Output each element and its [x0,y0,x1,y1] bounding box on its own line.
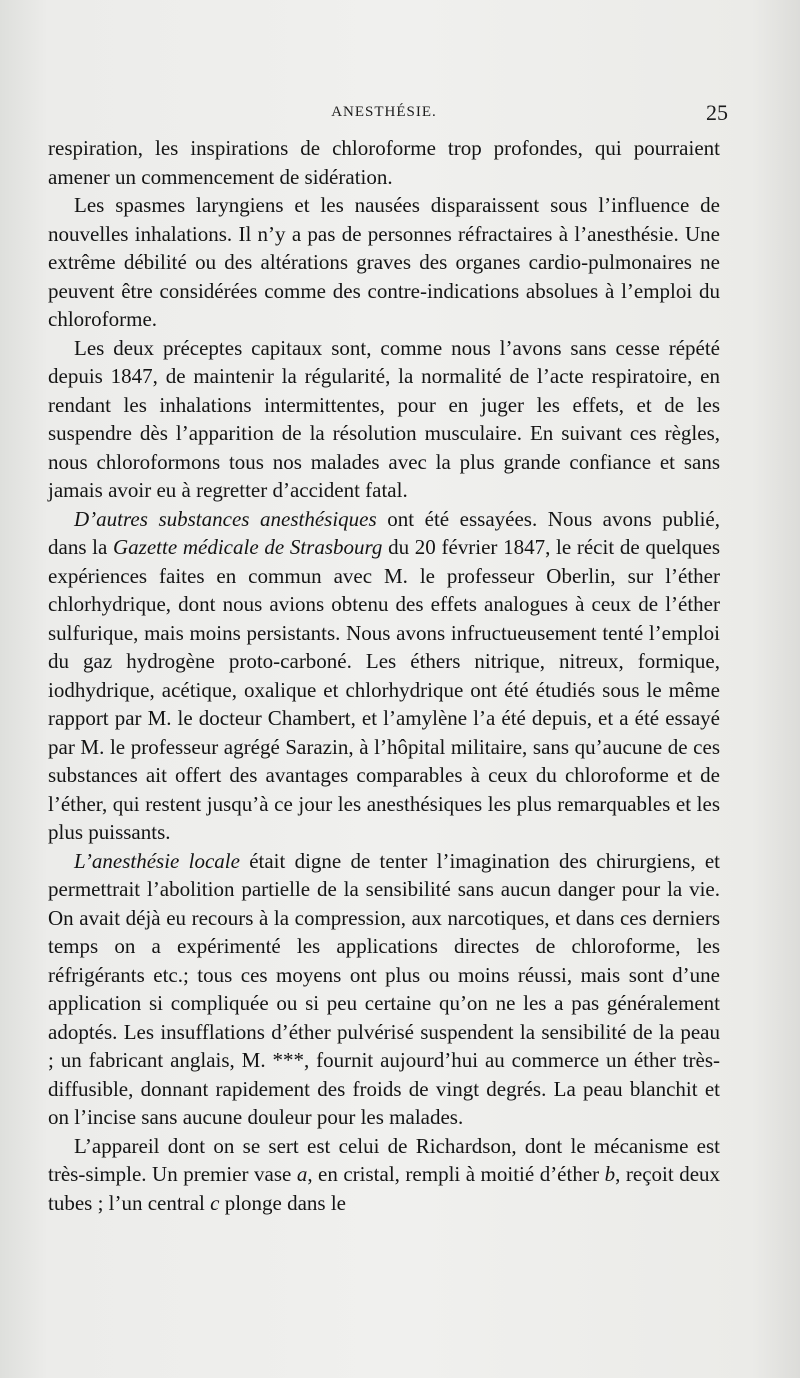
paragraph-4-lead: D’autres substances anesthésiques [74,506,377,531]
page-number: 25 [706,100,728,125]
body-text [48,134,720,1217]
paragraph-3-text: Les deux préceptes capitaux sont, comme nous l’avons sans cesse répété depuis 1847, de maintenir la régularité, la normalité de l’acte respiratoire, en rendant les inhalations intermittentes, pour en juger les effets, et de les suspendre dès l’apparition de la résolution musculaire. En suivant ces règles, nous chloroformons tous nos malades avec la plus grande confiance et sans jamais avoir eu à regretter d’accident fatal. [48,335,720,502]
paragraph-6-text: L’appareil dont on se sert est celui de Richardson, dont le mécanisme est très-simple. Un premier vase [48,1133,720,1186]
paragraph-1-text: respiration, les inspirations de chloroforme trop profondes, qui pourraient amener un commencement de sidération. [48,136,720,189]
page-header [48,100,728,130]
paragraph-4-text-2: du 20 février 1847, le récit de quelques expériences faites en commun avec M. le professeur Oberlin, sur l’éther chlorhydrique, dont nous avions obtenu des effets analogues à ceux de l’éther sulfurique, mais moins persistants. Nous avons infructueusement tenté l’emploi du gaz hydrogène proto-carboné. Les éthers nitrique, nitreux, formique, iodhydrique, acétique, oxalique et chlorhydrique ont été étudiés sous le même rapport par M. le docteur Chambert, et l’amylène l’a été depuis, et a été essayé par M. le professeur agrégé Sarazin, à l’hôpital militaire, sans qu’aucune de ces substances ait offert des avantages comparables à ceux du chloroforme et de l’éther, qui restent jusqu’à ce jour les anesthésiques les plus remarquables et les plus puissants. [48,535,720,844]
paragraph-5-lead: L’anesthésie locale [74,848,240,873]
paragraph-6-text-3: , reçoit deux tubes ; l’un central [48,1162,721,1215]
paragraph-2 [48,191,720,334]
paragraph-5-text: était digne de tenter l’imagination des chirurgiens, et permettrait l’abolition partielle de la sensibilité sans aucun danger pour la vie. On avait déjà eu recours à la compression, aux narcotiques, et dans ces derniers temps on a expérimenté les applications directes de chloroforme, les réfrigérants etc.; tous ces moyens ont plus ou moins réussi, mais sont d’une application si compliquée ou si peu certaine qu’on ne les a pas généralement adoptés. Les insufflations d’éther pulvérisé suspendent la sensibilité de la peau ; un fabricant anglais, M. ***, fournit aujourd’hui au commerce un éther très-diffusible, donnant rapidement des froids de vingt degrés. La peau blanchit et on l’incise sans aucune douleur pour les malades. [48,848,720,1129]
paragraph-6 [48,1132,720,1218]
paragraph-6-label-c: c [210,1190,220,1215]
paragraph-4-journal-title: Gazette médicale de Strasbourg [113,535,383,559]
paragraph-6-label-b: b [604,1162,616,1186]
paragraph-4 [48,505,720,847]
running-head: ANESTHÉSIE. [331,104,437,120]
paragraph-6-text-2: , en cristal, rempli à moitié d’éther [307,1162,605,1186]
paragraph-4-text: ont été essayées. Nous avons publié, dans la [48,506,720,559]
paragraph-5 [48,847,720,1132]
paragraph-2-text: Les spasmes laryngiens et les nausées disparaissent sous l’influence de nouvelles inhalations. Il n’y a pas de personnes réfractaires à l’anesthésie. Une extrême débilité ou des altérations graves des organes cardio-pulmonaires ne peuvent être considérées comme des contre-indications absolues à l’emploi du chloroforme. [48,193,720,331]
paragraph-6-text-4: plonge dans le [219,1190,347,1215]
paragraph-3 [48,334,720,505]
paragraph-6-label-a: a [296,1162,308,1186]
paragraph-1 [48,134,720,191]
